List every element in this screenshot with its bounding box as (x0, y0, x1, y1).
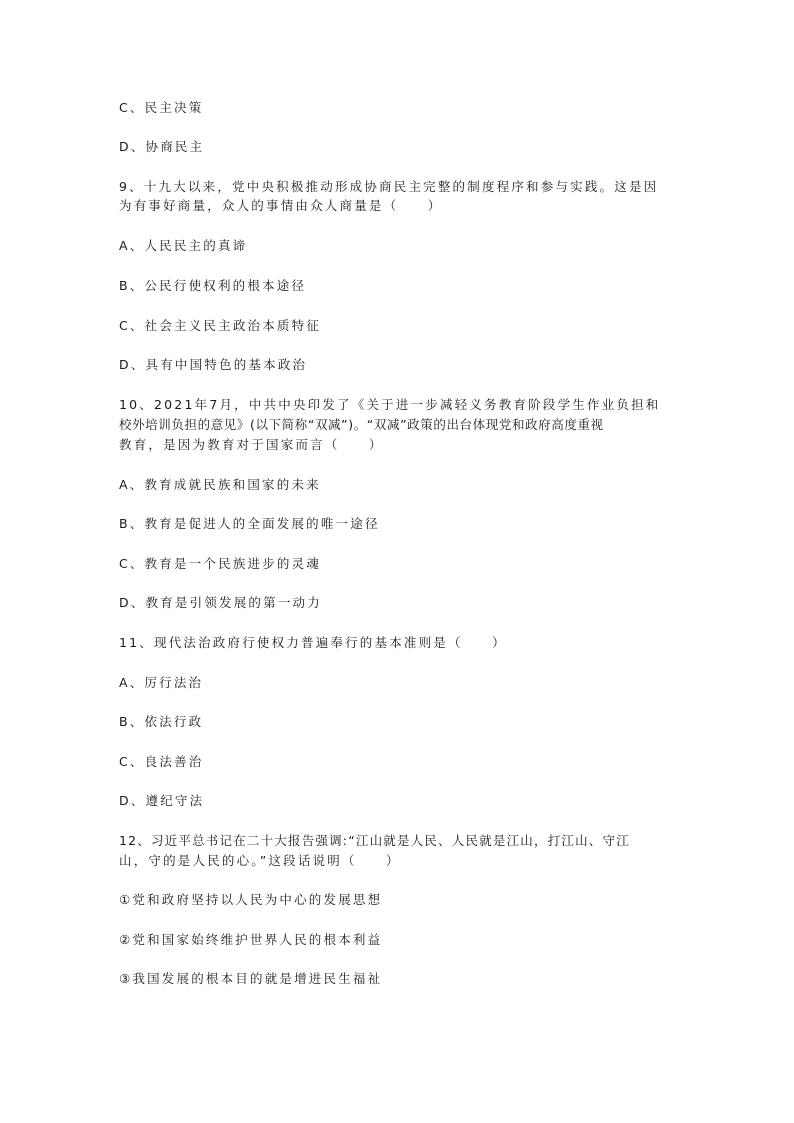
question-9-line-2: 为有事好商量，众人的事情由众人商量是（ ） (119, 198, 443, 213)
option-d-q8: D、协商民主 (119, 139, 205, 154)
option-d-q10: D、教育是引领发展的第一动力 (119, 595, 322, 610)
statement-1-q12: ①党和政府坚持以人民为中心的发展思想 (119, 892, 383, 907)
option-b-q9: B、公民行使权利的根本途径 (119, 278, 307, 293)
option-c-q10: C、教育是一个民族进步的灵魂 (119, 556, 322, 571)
option-a-q10: A、教育成就民族和国家的未来 (119, 477, 321, 492)
statement-2-q12: ②党和国家始终维护世界人民的根本利益 (119, 932, 383, 947)
option-c-q9: C、社会主义民主政治本质特征 (119, 318, 322, 333)
option-d-q9: D、具有中国特色的基本政治 (119, 357, 308, 372)
question-12-line-2: 山，守的是人民的心。”这段话说明（ ） (119, 853, 401, 868)
option-d-q11: D、遵纪守法 (119, 793, 205, 808)
option-c-q8: C、民主决策 (119, 100, 204, 115)
question-11: 11、现代法治政府行使权力普遍奉行的基本准则是（ ） (119, 635, 507, 650)
question-10-line-1: 10、2021年7月，中共中央印发了《关于进一步减轻义务教育阶段学生作业负担和 (119, 397, 661, 412)
question-9-line-1: 9、十九大以来，党中央积极推动形成协商民主完整的制度程序和参与实践。这是因 (119, 179, 659, 194)
option-a-q9: A、人民民主的真谛 (119, 238, 248, 253)
option-b-q10: B、教育是促进人的全面发展的唯一途径 (119, 516, 380, 531)
option-b-q11: B、依法行政 (119, 714, 204, 729)
option-c-q11: C、良法善治 (119, 754, 204, 769)
question-12-line-1: 12、习近平总书记在二十大报告强调:“江山就是人民、人民就是江山，打江山、守江 (119, 833, 630, 848)
question-10-line-3: 教育，是因为教育对于国家而言（ ） (119, 437, 384, 452)
option-a-q11: A、厉行法治 (119, 675, 204, 690)
question-10-line-2: 校外培训负担的意见》(以下简称“双减”)。“双减”政策的出台体现党和政府高度重视 (119, 417, 604, 432)
statement-3-q12: ③我国发展的根本目的就是增进民生福祉 (119, 971, 383, 986)
